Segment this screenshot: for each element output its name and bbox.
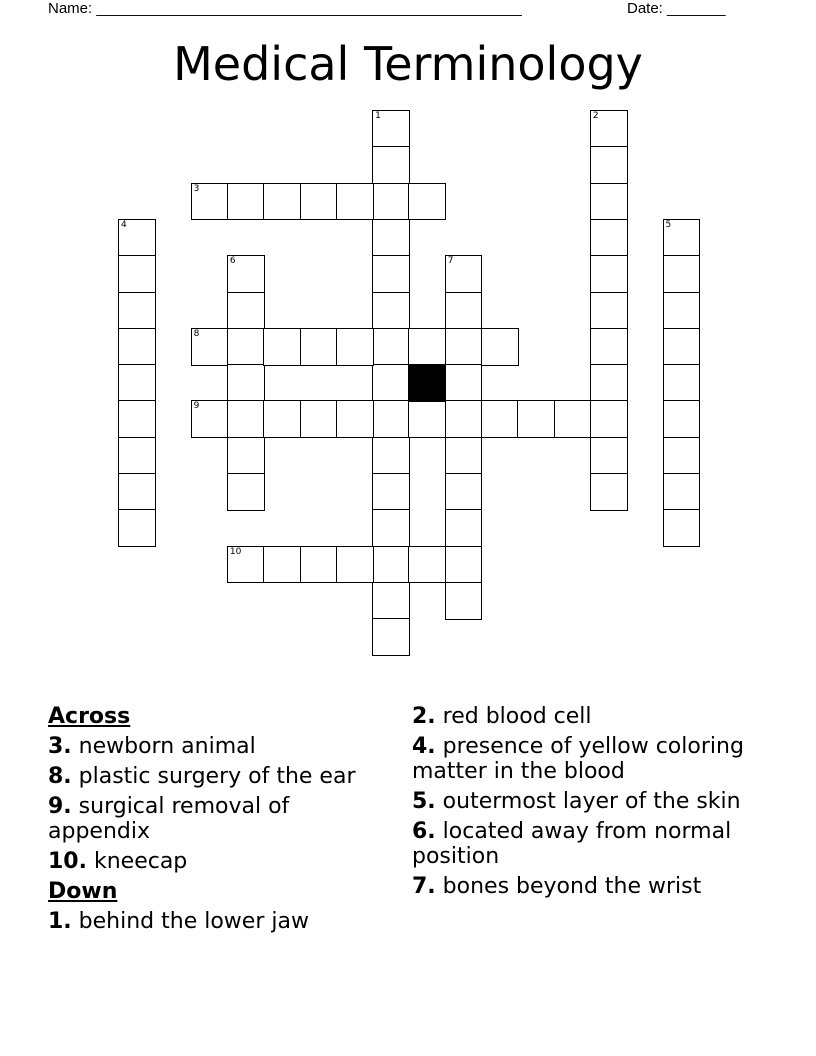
crossword-cell[interactable] bbox=[191, 328, 229, 366]
crossword-cell[interactable] bbox=[590, 219, 628, 257]
crossword-cell[interactable] bbox=[336, 328, 374, 366]
crossword-cell[interactable] bbox=[227, 255, 265, 293]
cell-number: 10 bbox=[229, 546, 242, 557]
clue-number: 1. bbox=[48, 909, 72, 934]
crossword-cell[interactable] bbox=[590, 183, 628, 221]
crossword-cell[interactable] bbox=[590, 110, 628, 148]
crossword-cell[interactable] bbox=[372, 473, 410, 511]
clue-number: 2. bbox=[412, 704, 436, 729]
crossword-cell[interactable] bbox=[336, 546, 374, 584]
crossword-cell[interactable] bbox=[445, 582, 483, 620]
crossword-cell[interactable] bbox=[372, 255, 410, 293]
crossword-cell[interactable] bbox=[118, 255, 156, 293]
crossword-cell[interactable] bbox=[663, 328, 701, 366]
crossword-cell[interactable] bbox=[118, 437, 156, 475]
clue-text: bones beyond the wrist bbox=[435, 874, 702, 899]
crossword-cell[interactable] bbox=[663, 292, 701, 330]
crossword-cell[interactable] bbox=[554, 400, 592, 438]
crossword-cell[interactable] bbox=[118, 364, 156, 402]
clue-number: 7. bbox=[412, 874, 436, 899]
crossword-cell[interactable] bbox=[445, 437, 483, 475]
clue-number: 9. bbox=[48, 794, 72, 819]
crossword-cell[interactable] bbox=[445, 255, 483, 293]
crossword-cell[interactable] bbox=[481, 328, 519, 366]
crossword-cell[interactable] bbox=[372, 328, 410, 366]
crossword-cell[interactable] bbox=[663, 364, 701, 402]
crossword-cell[interactable] bbox=[300, 400, 338, 438]
crossword-cell[interactable] bbox=[663, 219, 701, 257]
crossword-cell[interactable] bbox=[118, 400, 156, 438]
crossword-cell[interactable] bbox=[663, 437, 701, 475]
clue-text: newborn animal bbox=[71, 734, 256, 759]
crossword-cell[interactable] bbox=[372, 618, 410, 656]
crossword-cell[interactable] bbox=[372, 437, 410, 475]
page-title: Medical Terminology bbox=[173, 37, 643, 91]
crossword-cell[interactable] bbox=[372, 292, 410, 330]
clue-number: 3. bbox=[48, 734, 72, 759]
crossword-cell[interactable] bbox=[263, 546, 301, 584]
clue-text: surgical removal of appendix bbox=[48, 794, 290, 844]
crossword-cell[interactable] bbox=[336, 400, 374, 438]
cell-number: 2 bbox=[592, 111, 599, 121]
crossword-cell[interactable] bbox=[408, 328, 446, 366]
crossword-cell[interactable] bbox=[590, 364, 628, 402]
crossword-cell[interactable] bbox=[263, 183, 301, 221]
crossword-cell[interactable] bbox=[118, 292, 156, 330]
crossword-cell[interactable] bbox=[408, 546, 446, 584]
clue-number: 5. bbox=[412, 789, 436, 814]
cell-number: 6 bbox=[229, 256, 236, 267]
cell-number: 1 bbox=[375, 111, 381, 121]
crossword-cell[interactable] bbox=[590, 400, 628, 438]
crossword-cell[interactable] bbox=[663, 473, 701, 511]
crossword-cell[interactable] bbox=[372, 546, 410, 584]
crossword-cell[interactable] bbox=[118, 473, 156, 511]
name-field-label: Name: ___________________________________________________ bbox=[48, 0, 522, 17]
crossword-cell[interactable] bbox=[372, 146, 410, 184]
crossword-cell[interactable] bbox=[590, 146, 628, 184]
clue-across-8 bbox=[48, 764, 398, 789]
crossword-cell[interactable] bbox=[227, 546, 265, 584]
cell-number: 8 bbox=[193, 328, 200, 339]
clue-number: 8. bbox=[48, 764, 72, 789]
crossword-cell[interactable] bbox=[263, 328, 301, 366]
clue-down-1 bbox=[48, 909, 398, 934]
crossword-cell[interactable] bbox=[191, 183, 229, 221]
crossword-cell[interactable] bbox=[227, 437, 265, 475]
crossword-cell[interactable] bbox=[118, 219, 156, 257]
crossword-cell[interactable] bbox=[191, 400, 229, 438]
crossword-cell[interactable] bbox=[118, 509, 156, 547]
crossword-cell[interactable] bbox=[372, 509, 410, 547]
date-field-label: Date: _______ bbox=[627, 0, 726, 17]
clue-number: 10. bbox=[48, 849, 87, 874]
crossword-cell[interactable] bbox=[590, 328, 628, 366]
clue-down-4 bbox=[412, 734, 772, 784]
crossword-cell[interactable] bbox=[372, 582, 410, 620]
clue-down-2 bbox=[412, 704, 772, 729]
clue-text: red blood cell bbox=[435, 704, 592, 729]
crossword-cell[interactable] bbox=[263, 400, 301, 438]
cell-number: 4 bbox=[121, 219, 127, 230]
crossword-cell[interactable] bbox=[445, 473, 483, 511]
down-heading: Down bbox=[48, 879, 118, 904]
cell-number: 5 bbox=[665, 219, 672, 230]
crossword-cell[interactable] bbox=[663, 509, 701, 547]
clue-across-3 bbox=[48, 734, 398, 759]
clue-number: 6. bbox=[412, 819, 436, 844]
crossword-cell[interactable] bbox=[445, 400, 483, 438]
crossword-cell[interactable] bbox=[590, 473, 628, 511]
crossword-cell[interactable] bbox=[445, 292, 483, 330]
clues-right-column bbox=[412, 704, 772, 904]
crossword-cell[interactable] bbox=[372, 219, 410, 257]
clues-left-column bbox=[48, 704, 398, 939]
crossword-cell[interactable] bbox=[227, 364, 265, 402]
crossword-cell[interactable] bbox=[227, 183, 265, 221]
clue-down-7 bbox=[412, 874, 772, 899]
crossword-cell[interactable] bbox=[372, 364, 410, 402]
crossword-cell[interactable] bbox=[445, 328, 483, 366]
crossword-cell[interactable] bbox=[227, 292, 265, 330]
crossword-cell[interactable] bbox=[300, 183, 338, 221]
cell-number: 7 bbox=[447, 256, 454, 267]
crossword-cell[interactable] bbox=[445, 364, 483, 402]
crossword-cell[interactable] bbox=[118, 328, 156, 366]
crossword-cell[interactable] bbox=[372, 183, 410, 221]
clue-text: behind the lower jaw bbox=[71, 909, 309, 934]
crossword-cell[interactable] bbox=[590, 292, 628, 330]
clue-text: presence of yellow coloring matter in the blood bbox=[412, 734, 744, 784]
clue-down-5 bbox=[412, 789, 772, 814]
clue-text: located away from normal position bbox=[412, 819, 732, 869]
crossword-cell[interactable] bbox=[590, 255, 628, 293]
crossword-cell[interactable] bbox=[300, 546, 338, 584]
clue-across-10 bbox=[48, 849, 398, 874]
crossword-cell[interactable] bbox=[517, 400, 555, 438]
crossword-cell[interactable] bbox=[372, 400, 410, 438]
cell-number: 9 bbox=[193, 401, 200, 412]
clue-text: plastic surgery of the ear bbox=[71, 764, 356, 789]
crossword-cell[interactable] bbox=[445, 546, 483, 584]
black-cell bbox=[408, 364, 446, 402]
clue-text: kneecap bbox=[86, 849, 188, 874]
crossword-cell[interactable] bbox=[408, 400, 446, 438]
crossword-cell[interactable] bbox=[372, 110, 410, 148]
across-heading: Across bbox=[48, 704, 131, 729]
clue-across-9 bbox=[48, 794, 398, 844]
crossword-cell[interactable] bbox=[663, 255, 701, 293]
clue-text: outermost layer of the skin bbox=[435, 789, 741, 814]
crossword-cell[interactable] bbox=[445, 509, 483, 547]
clue-number: 4. bbox=[412, 734, 436, 759]
crossword-cell[interactable] bbox=[663, 400, 701, 438]
cell-number: 3 bbox=[193, 183, 200, 194]
crossword-cell[interactable] bbox=[590, 437, 628, 475]
crossword-cell[interactable] bbox=[300, 328, 338, 366]
clue-down-6 bbox=[412, 819, 772, 869]
crossword-cell[interactable] bbox=[227, 328, 265, 366]
crossword-cell[interactable] bbox=[227, 473, 265, 511]
crossword-cell[interactable] bbox=[408, 183, 446, 221]
crossword-cell[interactable] bbox=[227, 400, 265, 438]
crossword-cell[interactable] bbox=[481, 400, 519, 438]
crossword-cell[interactable] bbox=[336, 183, 374, 221]
